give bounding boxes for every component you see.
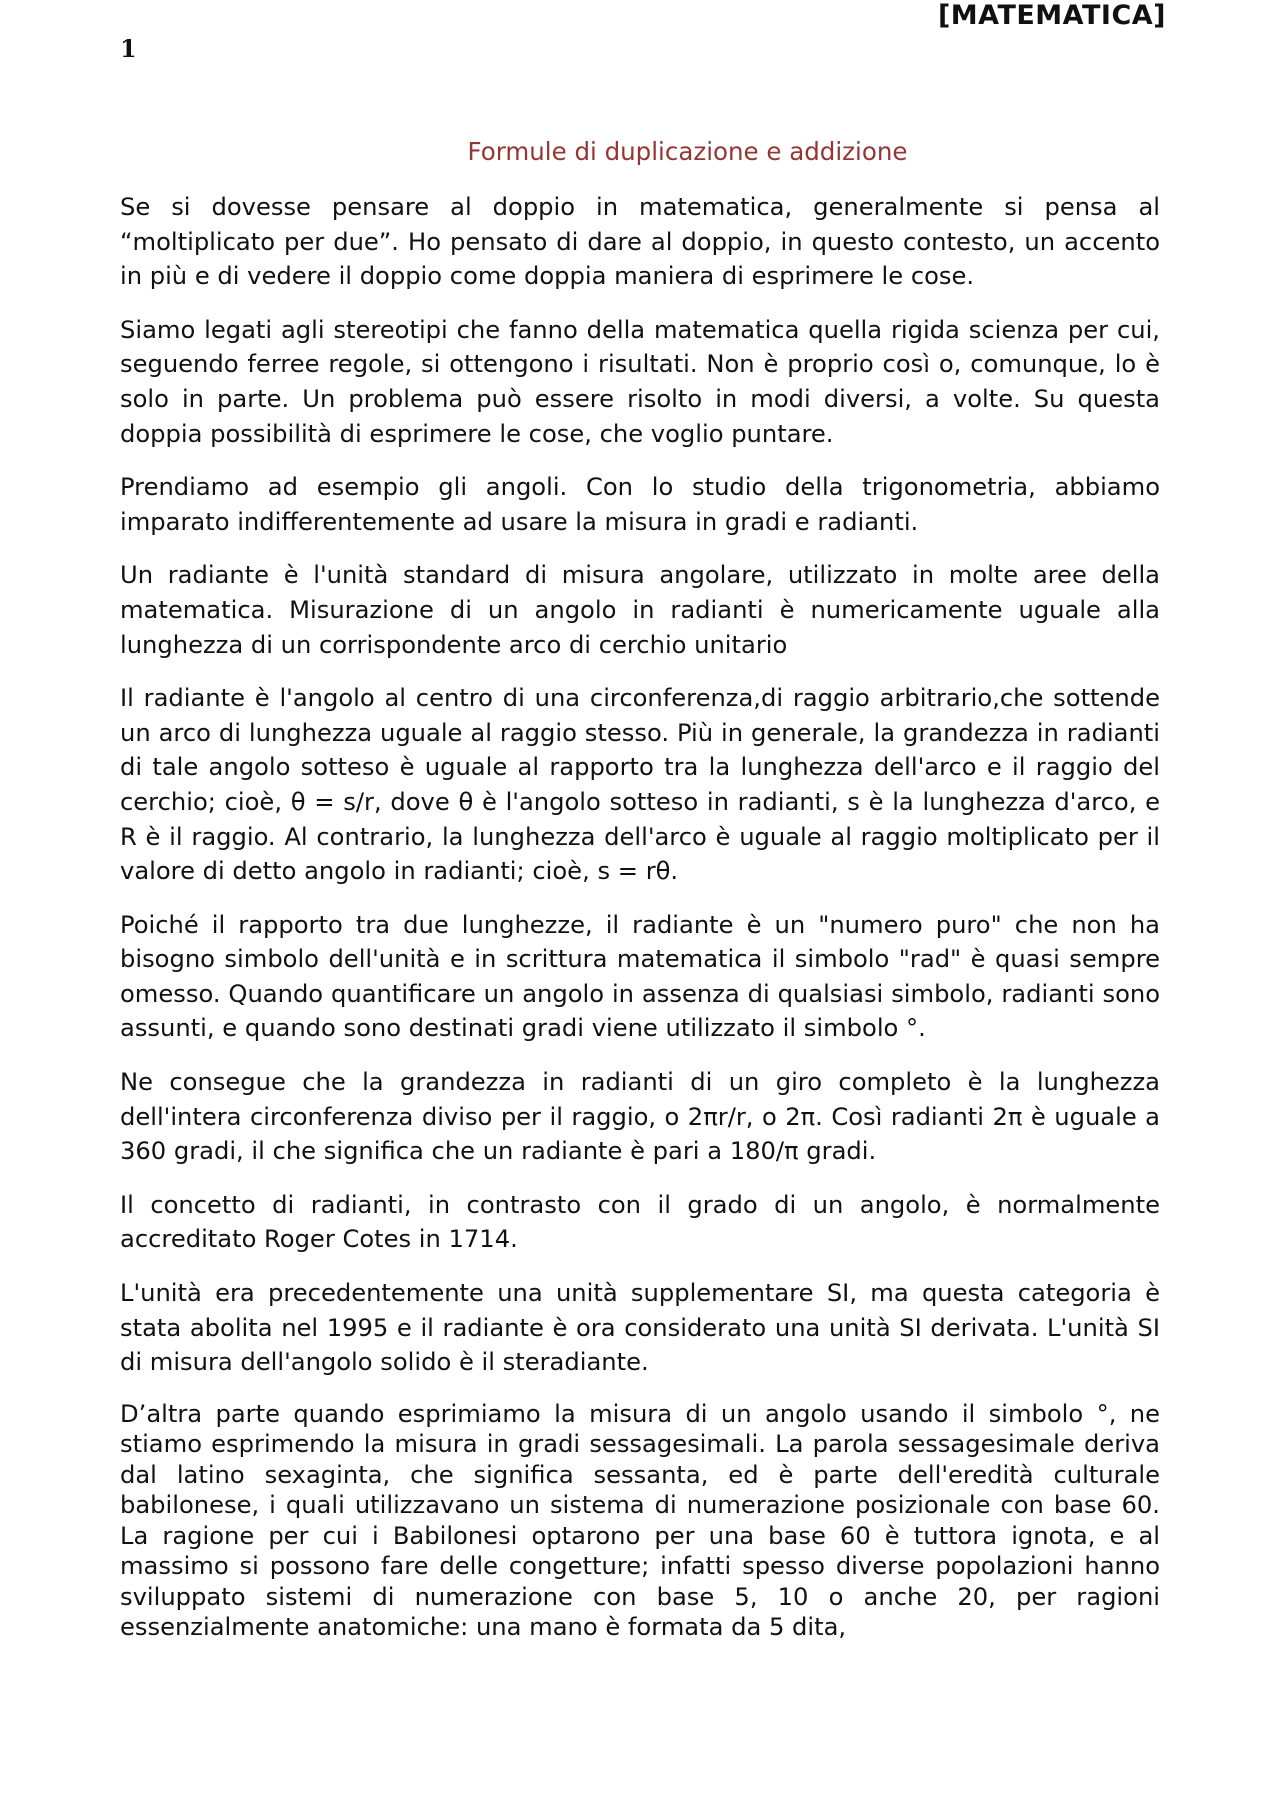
paragraph-1: Se si dovesse pensare al doppio in matematica, generalmente si pensa al “moltiplicato per due”. Ho pensato di dare al doppio, in questo contesto, un accento in più e di vedere il doppio come doppia maniera di esprimere le cose. [120,193,1160,291]
paragraph-5: Il radiante è l'angolo al centro di una circonferenza,di raggio arbitrario,che sottende un arco di lunghezza uguale al raggio stesso. Più in generale, la grandezza in radianti di tale angolo sotteso è uguale al rapporto tra la lunghezza dell'arco e il raggio del cerchio; cioè, θ = s/r, dove θ è l'angolo sotteso in radianti, s è la lunghezza d'arco, e R è il raggio. Al contrario, la lunghezza dell'arco è uguale al raggio moltiplicato per il valore di detto angolo in radianti; cioè, s = rθ. [120,684,1160,886]
paragraph-4: Un radiante è l'unità standard di misura angolare, utilizzato in molte aree della matematica. Misurazione di un angolo in radianti è numericamente uguale alla lunghezza di un corrispondente arco di cerchio unitario [120,561,1160,659]
paragraph-10: D’altra parte quando esprimiamo la misura di un angolo usando il simbolo °, ne stiamo esprimendo la misura in gradi sessagesimali. La parola sessagesimale deriva dal latino sexaginta, che significa sessanta, ed è parte dell'eredità culturale babilonese, i quali utilizzavano un sistema di numerazione posizionale con base 60. La ragione per cui i Babilonesi optarono per una base 60 è tuttora ignota, e al massimo si possono fare delle congetture; infatti spesso diverse popolazioni hanno sviluppato sistemi di numerazione con base 5, 10 o anche 20, per ragioni essenzialmente anatomiche: una mano è formata da 5 dita, [120,1399,1160,1642]
paragraph-7: Ne consegue che la grandezza in radianti di un giro completo è la lunghezza dell'intera circonferenza diviso per il raggio, o 2πr/r, o 2π. Così radianti 2π è uguale a 360 gradi, il che significa che un radiante è pari a 180/π gradi. [120,1068,1160,1166]
document-title: Formule di duplicazione e addizione [467,137,908,166]
paragraph-3: Prendiamo ad esempio gli angoli. Con lo studio della trigonometria, abbiamo imparato indifferentemente ad usare la misura in gradi e radianti. [120,473,1160,536]
paragraph-8: Il concetto di radianti, in contrasto con il grado di un angolo, è normalmente accreditato Roger Cotes in 1714. [120,1190,1160,1254]
paragraph-6: Poiché il rapporto tra due lunghezze, il radiante è un "numero puro" che non ha bisogno simbolo dell'unità e in scrittura matematica il simbolo "rad" è quasi sempre omesso. Quando quantificare un angolo in assenza di qualsiasi simbolo, radianti sono assunti, e quando sono destinati gradi viene utilizzato il simbolo °. [120,910,1160,1043]
paragraph-2: Siamo legati agli stereotipi che fanno della matematica quella rigida scienza per cui, seguendo ferree regole, si ottengono i risultati. Non è proprio così o, comunque, lo è solo in parte. Un problema può essere risolto in modi diversi, a volte. Su questa doppia possibilità di esprimere le cose, che voglio puntare. [120,315,1160,448]
paragraph-9: L'unità era precedentemente una unità supplementare SI, ma questa categoria è stata abolita nel 1995 e il radiante è ora considerato una unità SI derivata. L'unità SI di misura dell'angolo solido è il steradiante. [120,1279,1160,1377]
document-body [120,190,1160,1662]
running-header: [MATEMATICA] [937,0,1166,31]
page-number: 1 [120,34,137,63]
